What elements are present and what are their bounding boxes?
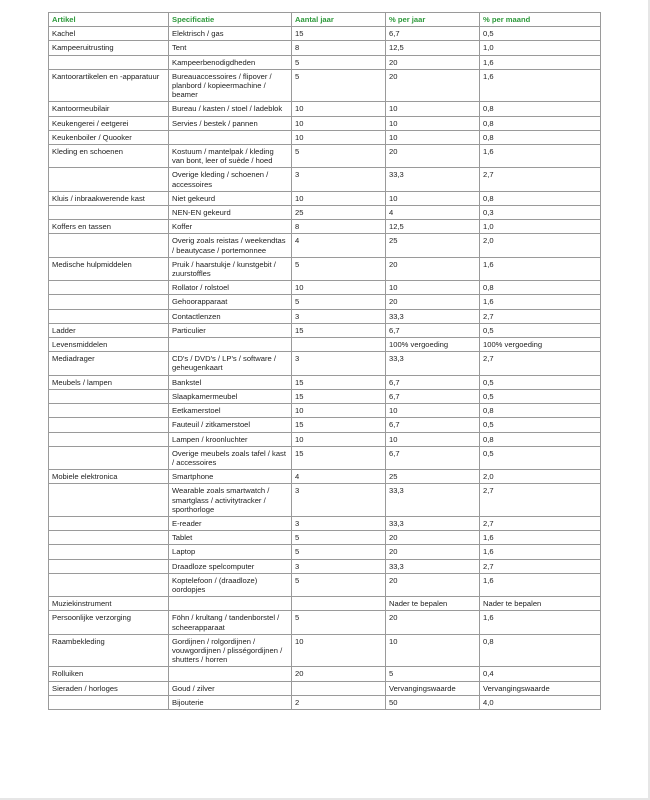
cell-percent-per-maand: 0,5: [480, 27, 601, 41]
cell-specificatie: Contactlenzen: [169, 309, 292, 323]
cell-specificatie: Slaapkamermeubel: [169, 389, 292, 403]
table-row: [49, 168, 601, 191]
cell-percent-per-maand: 1,6: [480, 531, 601, 545]
cell-aantal-jaar: 10: [292, 281, 386, 295]
table-row: [49, 470, 601, 484]
cell-aantal-jaar: 15: [292, 446, 386, 469]
cell-artikel: Raambekleding: [49, 634, 169, 667]
table-row: [49, 611, 601, 634]
cell-artikel: [49, 545, 169, 559]
table-row: [49, 573, 601, 596]
table-row: [49, 69, 601, 102]
cell-aantal-jaar: 4: [292, 234, 386, 257]
cell-artikel: Koffers en tassen: [49, 220, 169, 234]
cell-artikel: Mediadrager: [49, 352, 169, 375]
cell-specificatie: Goud / zilver: [169, 681, 292, 695]
table-row: [49, 130, 601, 144]
cell-aantal-jaar: 3: [292, 309, 386, 323]
cell-percent-per-maand: 2,0: [480, 234, 601, 257]
table-row: [49, 145, 601, 168]
cell-percent-per-maand: 0,5: [480, 323, 601, 337]
cell-aantal-jaar: 5: [292, 545, 386, 559]
table-row: [49, 295, 601, 309]
cell-specificatie: Fauteuil / zitkamerstoel: [169, 418, 292, 432]
cell-percent-per-jaar: 33,3: [386, 559, 480, 573]
cell-specificatie: [169, 667, 292, 681]
table-row: [49, 338, 601, 352]
cell-percent-per-jaar: Vervangingswaarde: [386, 681, 480, 695]
cell-artikel: [49, 234, 169, 257]
cell-percent-per-maand: 0,8: [480, 432, 601, 446]
cell-percent-per-maand: 2,7: [480, 484, 601, 517]
cell-specificatie: Bankstel: [169, 375, 292, 389]
column-header-aantal-jaar: Aantal jaar: [292, 13, 386, 27]
cell-percent-per-jaar: Nader te bepalen: [386, 597, 480, 611]
cell-percent-per-jaar: 6,7: [386, 418, 480, 432]
cell-artikel: [49, 516, 169, 530]
table-row: [49, 484, 601, 517]
cell-artikel: [49, 559, 169, 573]
cell-aantal-jaar: 3: [292, 168, 386, 191]
cell-percent-per-jaar: 6,7: [386, 389, 480, 403]
cell-percent-per-jaar: 6,7: [386, 375, 480, 389]
cell-percent-per-maand: 4,0: [480, 695, 601, 709]
cell-percent-per-jaar: 25: [386, 234, 480, 257]
cell-percent-per-jaar: 20: [386, 257, 480, 280]
cell-artikel: [49, 168, 169, 191]
table-row: [49, 116, 601, 130]
cell-percent-per-maand: 2,7: [480, 559, 601, 573]
cell-specificatie: Bijouterie: [169, 695, 292, 709]
cell-specificatie: E-reader: [169, 516, 292, 530]
cell-percent-per-jaar: 20: [386, 55, 480, 69]
table-row: [49, 323, 601, 337]
table-row: [49, 55, 601, 69]
cell-percent-per-jaar: 10: [386, 130, 480, 144]
cell-aantal-jaar: 5: [292, 145, 386, 168]
cell-artikel: Sieraden / horloges: [49, 681, 169, 695]
cell-artikel: Kachel: [49, 27, 169, 41]
cell-specificatie: [169, 338, 292, 352]
cell-aantal-jaar: 10: [292, 102, 386, 116]
cell-percent-per-maand: 1,6: [480, 69, 601, 102]
cell-percent-per-jaar: 20: [386, 69, 480, 102]
cell-percent-per-maand: 1,6: [480, 611, 601, 634]
cell-percent-per-maand: 0,5: [480, 389, 601, 403]
cell-percent-per-jaar: 5: [386, 667, 480, 681]
cell-artikel: Levensmiddelen: [49, 338, 169, 352]
cell-percent-per-jaar: 10: [386, 281, 480, 295]
cell-specificatie: Overige meubels zoals tafel / kast / accessoires: [169, 446, 292, 469]
cell-aantal-jaar: 15: [292, 375, 386, 389]
cell-specificatie: Eetkamerstoel: [169, 404, 292, 418]
cell-percent-per-maand: 2,7: [480, 309, 601, 323]
cell-percent-per-maand: 0,3: [480, 206, 601, 220]
cell-artikel: Muziekinstrument: [49, 597, 169, 611]
table-row: [49, 681, 601, 695]
cell-aantal-jaar: 10: [292, 634, 386, 667]
cell-percent-per-jaar: 6,7: [386, 323, 480, 337]
table-row: [49, 516, 601, 530]
depreciation-table: [48, 12, 601, 710]
cell-specificatie: Smartphone: [169, 470, 292, 484]
cell-aantal-jaar: 15: [292, 323, 386, 337]
cell-artikel: [49, 418, 169, 432]
cell-artikel: Medische hulpmiddelen: [49, 257, 169, 280]
cell-percent-per-jaar: 12,5: [386, 41, 480, 55]
cell-specificatie: Wearable zoals smartwatch / smartglass / activitytracker / sporthorloge: [169, 484, 292, 517]
cell-percent-per-maand: Nader te bepalen: [480, 597, 601, 611]
cell-aantal-jaar: 3: [292, 559, 386, 573]
cell-aantal-jaar: 8: [292, 41, 386, 55]
cell-aantal-jaar: 20: [292, 667, 386, 681]
cell-specificatie: Gehoorapparaat: [169, 295, 292, 309]
table-row: [49, 375, 601, 389]
cell-percent-per-maand: 0,5: [480, 375, 601, 389]
cell-aantal-jaar: 5: [292, 531, 386, 545]
cell-percent-per-jaar: 4: [386, 206, 480, 220]
cell-specificatie: Draadloze spelcomputer: [169, 559, 292, 573]
cell-percent-per-maand: 100% vergoeding: [480, 338, 601, 352]
cell-percent-per-jaar: 20: [386, 295, 480, 309]
cell-percent-per-jaar: 25: [386, 470, 480, 484]
cell-aantal-jaar: 25: [292, 206, 386, 220]
cell-artikel: [49, 573, 169, 596]
cell-percent-per-jaar: 33,3: [386, 352, 480, 375]
table-row: [49, 27, 601, 41]
table-row: [49, 257, 601, 280]
cell-specificatie: Bureauaccessoires / flipover / planbord / kopieermachine / beamer: [169, 69, 292, 102]
cell-percent-per-maand: 0,5: [480, 446, 601, 469]
cell-specificatie: Niet gekeurd: [169, 191, 292, 205]
column-header-artikel: Artikel: [49, 13, 169, 27]
cell-specificatie: Koffer: [169, 220, 292, 234]
table-row: [49, 281, 601, 295]
table-row: [49, 352, 601, 375]
cell-aantal-jaar: 2: [292, 695, 386, 709]
cell-artikel: Kleding en schoenen: [49, 145, 169, 168]
cell-percent-per-jaar: 10: [386, 634, 480, 667]
cell-percent-per-maand: Vervangingswaarde: [480, 681, 601, 695]
cell-artikel: [49, 281, 169, 295]
cell-aantal-jaar: 10: [292, 116, 386, 130]
cell-percent-per-maand: 0,5: [480, 418, 601, 432]
cell-artikel: [49, 484, 169, 517]
cell-percent-per-jaar: 10: [386, 102, 480, 116]
cell-percent-per-maand: 0,8: [480, 191, 601, 205]
cell-aantal-jaar: 15: [292, 27, 386, 41]
cell-artikel: Kampeeruitrusting: [49, 41, 169, 55]
cell-aantal-jaar: [292, 597, 386, 611]
cell-percent-per-jaar: 20: [386, 611, 480, 634]
cell-aantal-jaar: 10: [292, 404, 386, 418]
cell-percent-per-jaar: 10: [386, 404, 480, 418]
table-row: [49, 545, 601, 559]
cell-aantal-jaar: 10: [292, 130, 386, 144]
cell-aantal-jaar: 3: [292, 352, 386, 375]
cell-aantal-jaar: 5: [292, 611, 386, 634]
cell-specificatie: [169, 130, 292, 144]
cell-percent-per-jaar: 50: [386, 695, 480, 709]
cell-aantal-jaar: 5: [292, 55, 386, 69]
cell-percent-per-maand: 1,0: [480, 41, 601, 55]
cell-aantal-jaar: 3: [292, 484, 386, 517]
table-row: [49, 220, 601, 234]
cell-percent-per-maand: 1,6: [480, 55, 601, 69]
table-row: [49, 695, 601, 709]
table-row: [49, 234, 601, 257]
cell-aantal-jaar: 5: [292, 69, 386, 102]
cell-artikel: Mobiele elektronica: [49, 470, 169, 484]
table-header-row: [49, 13, 601, 27]
cell-percent-per-jaar: 12,5: [386, 220, 480, 234]
cell-artikel: Kantoormeubilair: [49, 102, 169, 116]
cell-percent-per-maand: 1,6: [480, 295, 601, 309]
cell-specificatie: Particulier: [169, 323, 292, 337]
cell-artikel: Meubels / lampen: [49, 375, 169, 389]
cell-specificatie: Pruik / haarstukje / kunstgebit / zuurstoffles: [169, 257, 292, 280]
cell-aantal-jaar: [292, 681, 386, 695]
cell-artikel: Kantoorartikelen en -apparatuur: [49, 69, 169, 102]
table-row: [49, 404, 601, 418]
cell-specificatie: Servies / bestek / pannen: [169, 116, 292, 130]
cell-percent-per-maand: 0,8: [480, 116, 601, 130]
cell-aantal-jaar: 15: [292, 418, 386, 432]
cell-specificatie: Tablet: [169, 531, 292, 545]
cell-percent-per-jaar: 20: [386, 531, 480, 545]
cell-specificatie: Koptelefoon / (draadloze) oordopjes: [169, 573, 292, 596]
cell-specificatie: Lampen / kroonluchter: [169, 432, 292, 446]
table-row: [49, 191, 601, 205]
cell-artikel: [49, 295, 169, 309]
cell-specificatie: Elektrisch / gas: [169, 27, 292, 41]
cell-artikel: Keukengerei / eetgerei: [49, 116, 169, 130]
cell-artikel: [49, 389, 169, 403]
cell-aantal-jaar: 4: [292, 470, 386, 484]
cell-specificatie: Overige kleding / schoenen / accessoires: [169, 168, 292, 191]
cell-aantal-jaar: 5: [292, 573, 386, 596]
cell-artikel: [49, 404, 169, 418]
cell-specificatie: Overig zoals reistas / weekendtas / beautycase / portemonnee: [169, 234, 292, 257]
cell-aantal-jaar: 10: [292, 191, 386, 205]
cell-aantal-jaar: 5: [292, 295, 386, 309]
table-row: [49, 667, 601, 681]
cell-specificatie: Gordijnen / rolgordijnen / vouwgordijnen / plisségordijnen / shutters / horren: [169, 634, 292, 667]
cell-artikel: [49, 695, 169, 709]
cell-percent-per-maand: 2,7: [480, 352, 601, 375]
table-row: [49, 432, 601, 446]
cell-artikel: [49, 55, 169, 69]
cell-percent-per-maand: 1,0: [480, 220, 601, 234]
cell-percent-per-jaar: 6,7: [386, 27, 480, 41]
cell-percent-per-jaar: 20: [386, 145, 480, 168]
cell-aantal-jaar: 10: [292, 432, 386, 446]
cell-aantal-jaar: 15: [292, 389, 386, 403]
column-header-percent-per-jaar: % per jaar: [386, 13, 480, 27]
cell-percent-per-maand: 0,4: [480, 667, 601, 681]
cell-percent-per-jaar: 33,3: [386, 516, 480, 530]
table-row: [49, 102, 601, 116]
cell-percent-per-jaar: 100% vergoeding: [386, 338, 480, 352]
cell-specificatie: Rollator / rolstoel: [169, 281, 292, 295]
table-row: [49, 41, 601, 55]
cell-specificatie: Kostuum / mantelpak / kleding van bont, leer of suède / hoed: [169, 145, 292, 168]
cell-specificatie: [169, 597, 292, 611]
cell-percent-per-jaar: 33,3: [386, 309, 480, 323]
cell-artikel: [49, 432, 169, 446]
cell-artikel: Kluis / inbraakwerende kast: [49, 191, 169, 205]
cell-percent-per-maand: 1,6: [480, 545, 601, 559]
cell-artikel: Keukenboiler / Quooker: [49, 130, 169, 144]
table-row: [49, 597, 601, 611]
cell-artikel: [49, 309, 169, 323]
cell-specificatie: NEN-EN gekeurd: [169, 206, 292, 220]
cell-percent-per-jaar: 10: [386, 191, 480, 205]
table-row: [49, 418, 601, 432]
cell-percent-per-maand: 0,8: [480, 404, 601, 418]
cell-percent-per-jaar: 10: [386, 432, 480, 446]
cell-percent-per-jaar: 20: [386, 545, 480, 559]
table-row: [49, 634, 601, 667]
cell-percent-per-maand: 0,8: [480, 102, 601, 116]
cell-artikel: Ladder: [49, 323, 169, 337]
cell-specificatie: Kampeerbenodigdheden: [169, 55, 292, 69]
cell-aantal-jaar: 5: [292, 257, 386, 280]
table-row: [49, 559, 601, 573]
table-row: [49, 206, 601, 220]
cell-aantal-jaar: 3: [292, 516, 386, 530]
cell-specificatie: CD's / DVD's / LP's / software / geheugenkaart: [169, 352, 292, 375]
cell-percent-per-maand: 2,0: [480, 470, 601, 484]
cell-artikel: Rolluiken: [49, 667, 169, 681]
cell-specificatie: Bureau / kasten / stoel / ladeblok: [169, 102, 292, 116]
cell-specificatie: Laptop: [169, 545, 292, 559]
cell-percent-per-maand: 2,7: [480, 516, 601, 530]
cell-artikel: [49, 531, 169, 545]
cell-percent-per-jaar: 20: [386, 573, 480, 596]
column-header-percent-per-maand: % per maand: [480, 13, 601, 27]
cell-percent-per-jaar: 33,3: [386, 484, 480, 517]
cell-specificatie: Föhn / krultang / tandenborstel / scheerapparaat: [169, 611, 292, 634]
cell-percent-per-maand: 0,8: [480, 634, 601, 667]
cell-artikel: Persoonlijke verzorging: [49, 611, 169, 634]
cell-specificatie: Tent: [169, 41, 292, 55]
cell-percent-per-maand: 2,7: [480, 168, 601, 191]
cell-percent-per-maand: 0,8: [480, 130, 601, 144]
cell-percent-per-jaar: 10: [386, 116, 480, 130]
table-row: [49, 389, 601, 403]
cell-percent-per-maand: 1,6: [480, 573, 601, 596]
cell-artikel: [49, 206, 169, 220]
cell-percent-per-maand: 0,8: [480, 281, 601, 295]
cell-aantal-jaar: [292, 338, 386, 352]
column-header-specificatie: Specificatie: [169, 13, 292, 27]
cell-artikel: [49, 446, 169, 469]
cell-percent-per-maand: 1,6: [480, 145, 601, 168]
cell-aantal-jaar: 8: [292, 220, 386, 234]
table-row: [49, 446, 601, 469]
table-body: [49, 27, 601, 710]
cell-percent-per-jaar: 6,7: [386, 446, 480, 469]
cell-percent-per-maand: 1,6: [480, 257, 601, 280]
table-row: [49, 531, 601, 545]
cell-percent-per-jaar: 33,3: [386, 168, 480, 191]
table-row: [49, 309, 601, 323]
